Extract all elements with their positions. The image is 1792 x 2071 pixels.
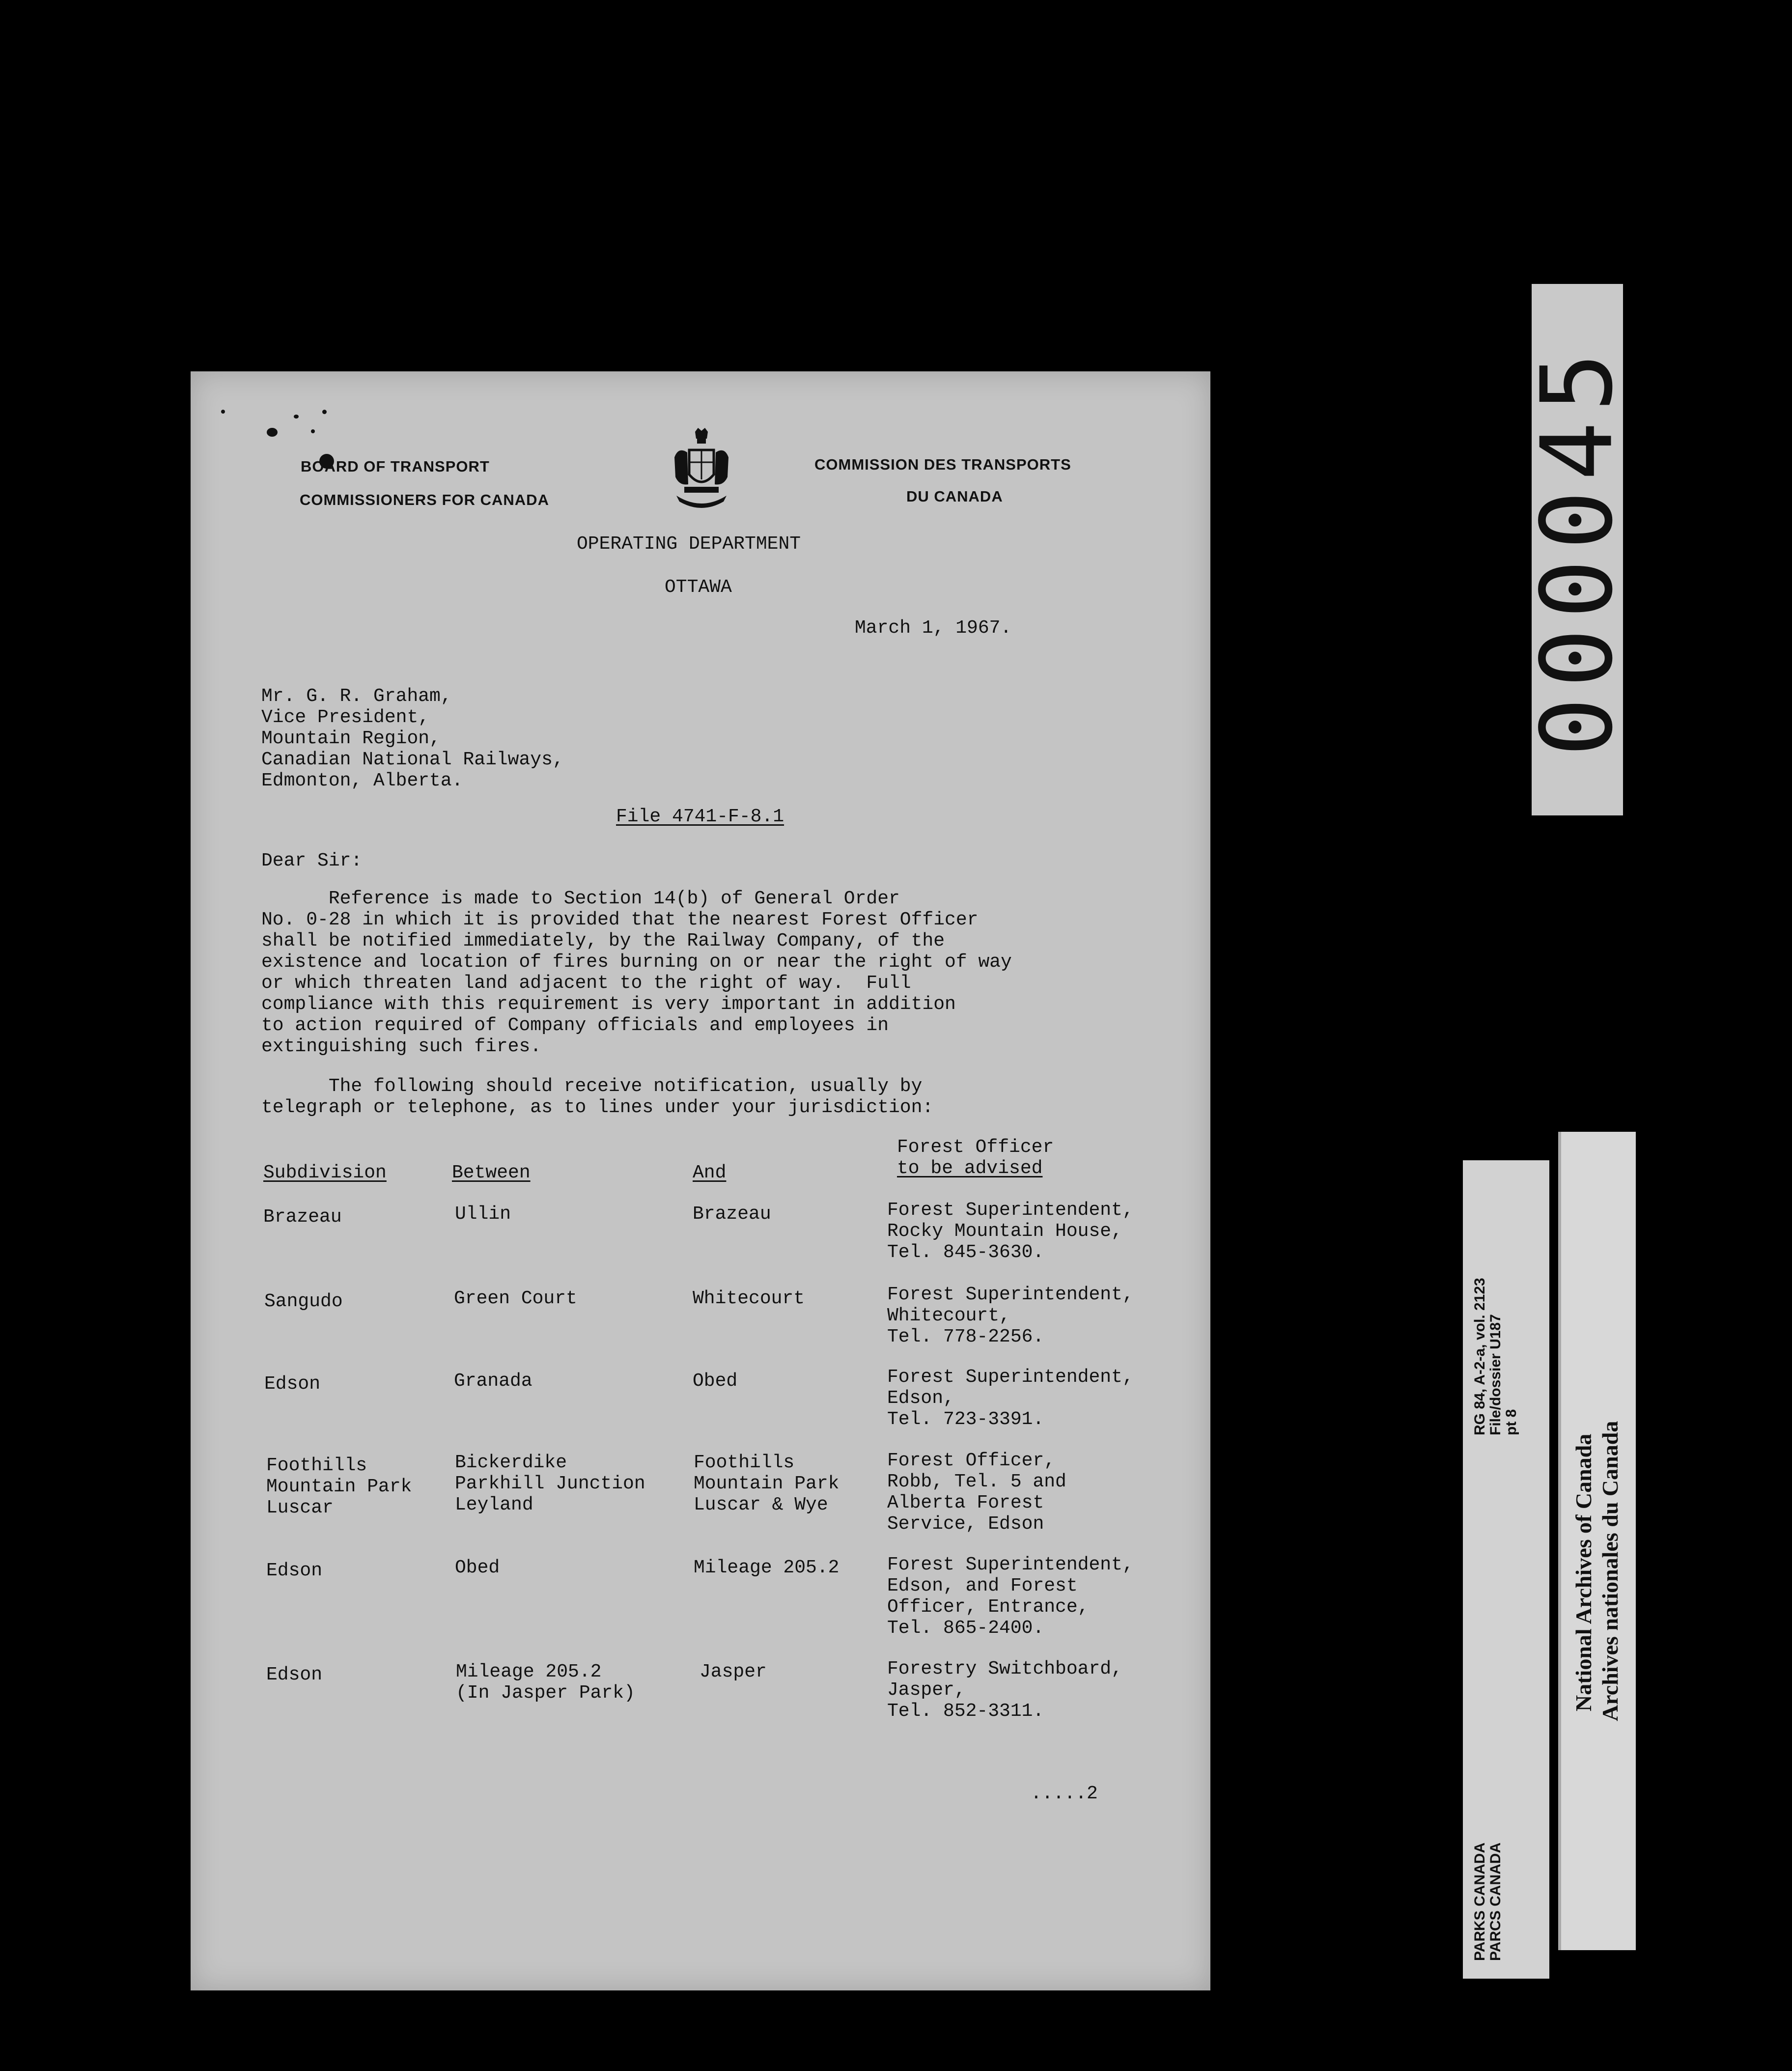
address-line: Edmonton, Alberta. [261, 770, 463, 791]
letterhead-right-line1: COMMISSION DES TRANSPORTS [814, 456, 1071, 473]
paragraph-line: extinguishing such fires. [261, 1036, 542, 1057]
ink-speck [221, 410, 225, 414]
cell-between: Green Court [454, 1288, 577, 1309]
paragraph-line: telegraph or telephone, as to lines under your jurisdiction: [261, 1097, 934, 1118]
cell-and: Whitecourt [693, 1288, 805, 1309]
cell-and: Foothills Mountain Park Luscar & Wye [694, 1452, 840, 1515]
column-header-and: And [693, 1162, 727, 1183]
cell-subdivision: Edson [264, 1373, 321, 1395]
column-header-officer: to be advised [897, 1158, 1043, 1179]
archive-reference-strip [1463, 1160, 1549, 1979]
ink-speck [322, 410, 327, 414]
cell-subdivision: Foothills Mountain Park Luscar [266, 1455, 412, 1518]
ink-speck [294, 415, 299, 419]
cell-between: Obed [455, 1557, 500, 1578]
cell-between: Ullin [455, 1203, 511, 1225]
paragraph-line: existence and location of fires burning on or near the right of way [261, 952, 1012, 973]
archive-ref-line: File/dossier U187 [1487, 1314, 1504, 1435]
frame-number-strip [1520, 284, 1635, 815]
cell-subdivision: Edson [266, 1664, 323, 1685]
cell-and: Obed [693, 1371, 738, 1392]
parks-canada-label: PARKS CANADA [1472, 1842, 1488, 1961]
cell-subdivision: Sangudo [264, 1291, 343, 1312]
cell-officer: Forest Superintendent, Edson, Tel. 723-3391. [887, 1367, 1134, 1430]
cell-officer: Forest Superintendent, Whitecourt, Tel. 778-2256. [887, 1284, 1134, 1347]
parcs-canada-label: PARCS CANADA [1487, 1842, 1504, 1961]
column-header-subdivision: Subdivision [263, 1162, 387, 1183]
continuation-marker: .....2 [1031, 1783, 1098, 1804]
paragraph-line: No. 0-28 in which it is provided that the nearest Forest Officer [261, 909, 979, 930]
address-line: Mountain Region, [261, 728, 441, 749]
canada-coat-of-arms-icon [670, 428, 733, 514]
salutation: Dear Sir: [261, 850, 363, 871]
cell-and: Brazeau [693, 1203, 771, 1225]
address-line: Canadian National Railways, [261, 749, 564, 770]
archives-label-french: Archives nationales du Canada [1597, 1421, 1623, 1721]
ink-speck [311, 429, 315, 433]
column-header-between: Between [452, 1162, 531, 1183]
paragraph-line: Reference is made to Section 14(b) of General Order [261, 888, 900, 909]
letterhead-left-line1: BOARD OF TRANSPORT [301, 458, 490, 475]
column-header-officer: Forest Officer [897, 1137, 1054, 1158]
letter-date: March 1, 1967. [855, 617, 1012, 639]
cell-and: Jasper [700, 1661, 767, 1682]
frame-number: 000045 [1520, 342, 1635, 757]
cell-officer: Forest Superintendent, Edson, and Forest Officer, Entrance, Tel. 865-2400. [887, 1554, 1134, 1639]
letter-page [191, 371, 1210, 1990]
paragraph-line: or which threaten land adjacent to the right of way. Full [261, 973, 911, 994]
paragraph-line: compliance with this requirement is very important in addition [261, 994, 956, 1015]
address-line: Mr. G. R. Graham, [261, 686, 452, 707]
ink-speck [267, 428, 278, 437]
letterhead-left-line2: COMMISSIONERS FOR CANADA [300, 491, 549, 508]
cell-between: Granada [454, 1371, 532, 1392]
paragraph-line: The following should receive notification, usually by [261, 1076, 923, 1097]
letterhead-right-line2: DU CANADA [906, 488, 1003, 505]
cell-officer: Forest Superintendent, Rocky Mountain House, Tel. 845-3630. [887, 1200, 1134, 1263]
cell-between: Mileage 205.2 (In Jasper Park) [456, 1661, 635, 1704]
archive-ref-line: pt 8 [1503, 1409, 1519, 1435]
archives-label-english: National Archives of Canada [1571, 1433, 1596, 1711]
national-archives-strip [1558, 1132, 1636, 1950]
file-reference: File 4741-F-8.1 [616, 806, 784, 827]
department-title: OPERATING DEPARTMENT [577, 533, 801, 555]
cell-subdivision: Edson [266, 1560, 323, 1581]
paragraph-line: shall be notified immediately, by the Railway Company, of the [261, 930, 945, 952]
address-line: Vice President, [261, 707, 430, 728]
cell-officer: Forestry Switchboard, Jasper, Tel. 852-3311. [887, 1658, 1122, 1722]
city-line: OTTAWA [665, 577, 732, 598]
cell-subdivision: Brazeau [263, 1206, 342, 1228]
cell-and: Mileage 205.2 [694, 1557, 840, 1578]
cell-officer: Forest Officer, Robb, Tel. 5 and Alberta Forest Service, Edson [887, 1450, 1066, 1535]
paragraph-line: to action required of Company officials and employees in [261, 1015, 889, 1036]
cell-between: Bickerdike Parkhill Junction Leyland [455, 1452, 645, 1515]
archive-ref-line: RG 84, A-2-a, vol. 2123 [1472, 1278, 1488, 1435]
